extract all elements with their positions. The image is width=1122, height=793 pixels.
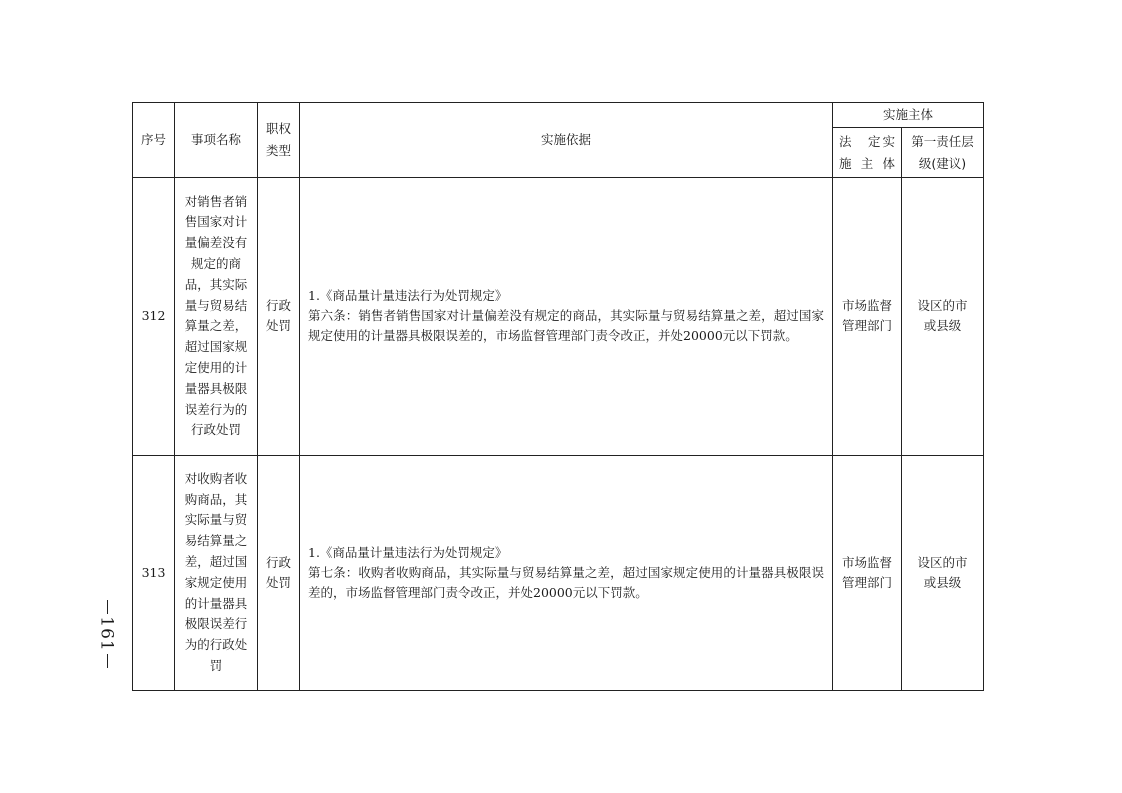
header-basis: 实施依据 [300,103,833,178]
page-number [92,596,122,672]
row-basis [300,455,833,690]
row-legal-subject: 市场监督管理部门 [833,455,902,690]
row-seq: 313 [133,455,175,690]
row-first-level: 设区的市或县级 [902,178,984,455]
row-basis [300,178,833,455]
header-legal-subject: 法 定实施主体 [833,128,902,178]
page-number-dash [107,654,108,668]
matters-table [132,102,984,691]
header-first-level: 第一责任层级(建议) [902,128,984,178]
row-name: 对销售者销售国家对计量偏差没有规定的商品，其实际量与贸易结算量之差，超过国家规定使用的计量器具极限误差行为的行政处罚 [175,178,258,455]
header-name: 事项名称 [175,103,258,178]
row-basis-text: 第七条：收购者收购商品，其实际量与贸易结算量之差，超过国家规定使用的计量器具极限误差的，市场监督管理部门责令改正，并处20000元以下罚款。 [308,564,824,600]
header-subject: 实施主体 [833,103,984,128]
table-row [133,455,984,690]
row-seq: 312 [133,178,175,455]
page-number-value: 161 [97,616,118,652]
row-basis-title: 1.《商品量计量违法行为处罚规定》 [308,544,508,560]
row-power-type: 行政处罚 [258,178,300,455]
row-basis-text: 第六条：销售者销售国家对计量偏差没有规定的商品，其实际量与贸易结算量之差，超过国家规定使用的计量器具极限误差的，市场监督管理部门责令改正，并处20000元以下罚款。 [308,308,824,344]
page-number-dash [107,600,108,614]
row-power-type: 行政处罚 [258,455,300,690]
row-legal-subject: 市场监督管理部门 [833,178,902,455]
table-row [133,178,984,455]
header-seq: 序号 [133,103,175,178]
row-basis-title: 1.《商品量计量违法行为处罚规定》 [308,288,508,304]
row-name: 对收购者收购商品，其实际量与贸易结算量之差，超过国家规定使用的计量器具极限误差行为的行政处罚 [175,455,258,690]
header-power-type: 职权类型 [258,103,300,178]
row-first-level: 设区的市或县级 [902,455,984,690]
